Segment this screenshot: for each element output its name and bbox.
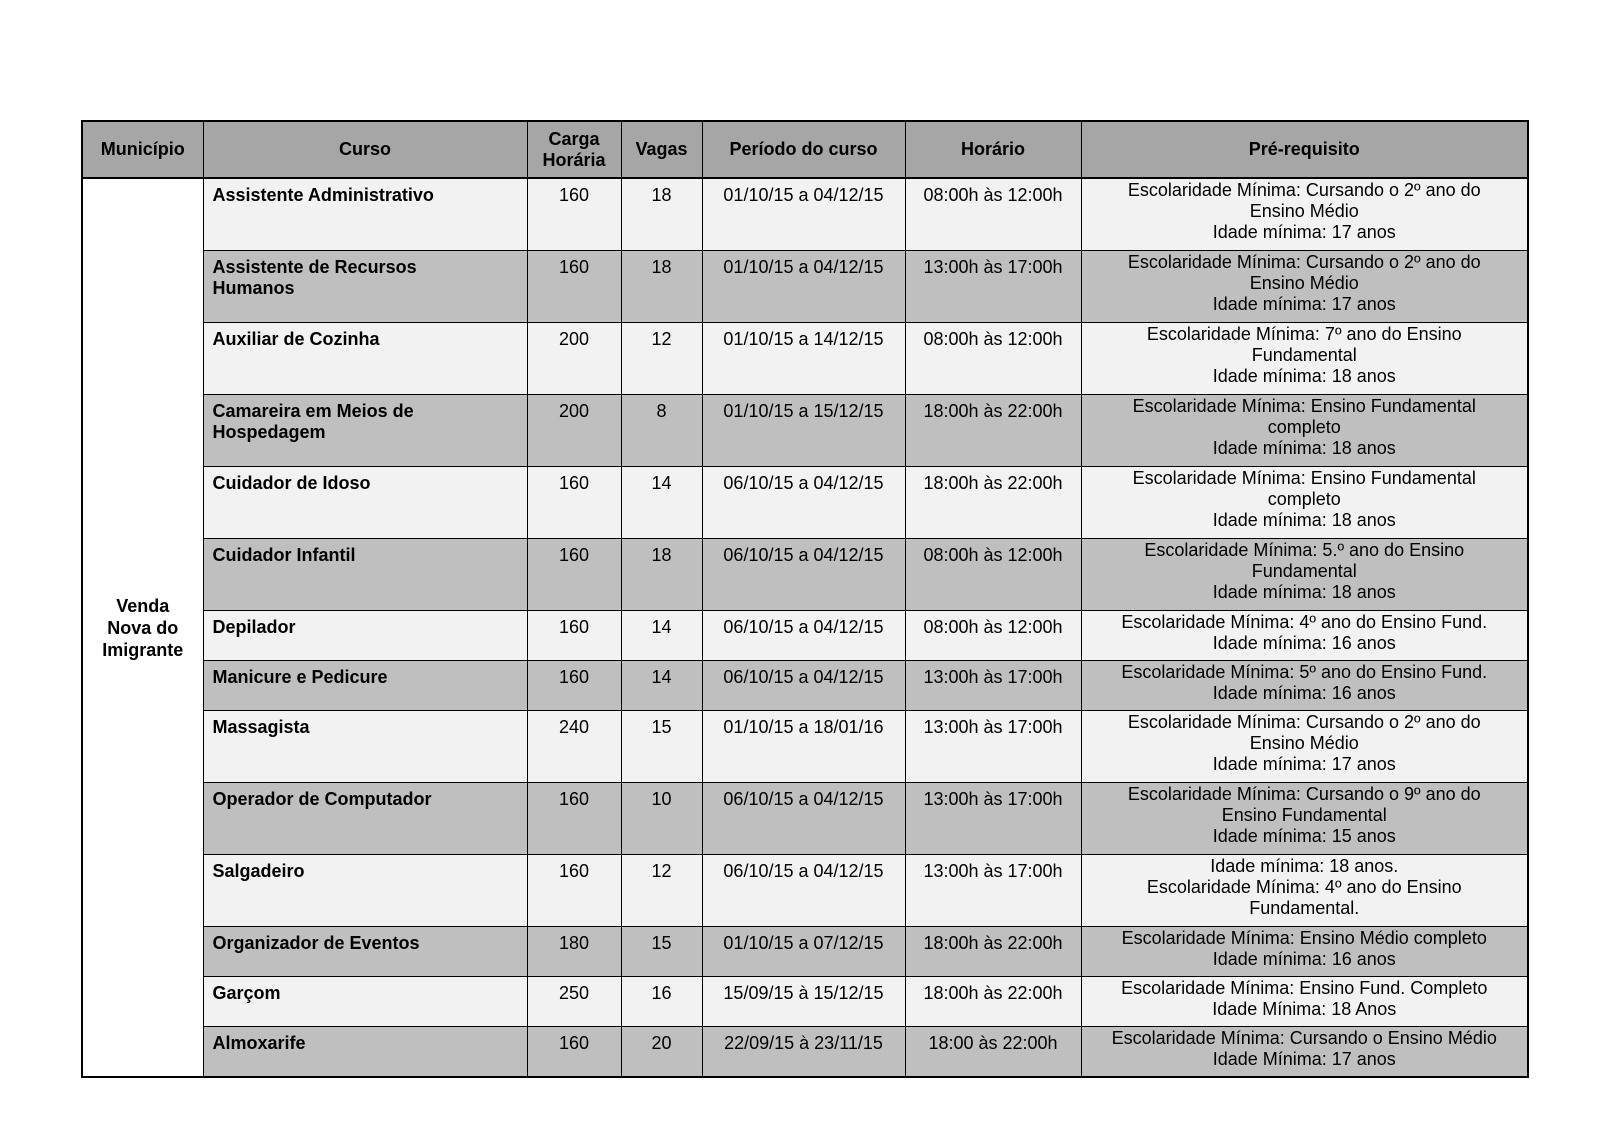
prerequisito-line: Ensino Médio <box>1249 733 1359 753</box>
table-row <box>82 711 1528 783</box>
municipio-line: Imigrante <box>102 639 184 660</box>
curso-name-line: Depilador <box>212 617 296 637</box>
prerequisito-line: Escolaridade Mínima: Ensino Médio completo <box>1121 928 1487 948</box>
horario-cell: 18:00h às 22:00h <box>905 927 1081 977</box>
municipio-line: Nova do <box>107 617 179 638</box>
curso-cell <box>203 539 527 611</box>
vagas-cell: 18 <box>621 251 702 323</box>
table-row <box>82 323 1528 395</box>
prerequisito-line: Ensino Médio <box>1249 201 1359 221</box>
vagas-cell: 14 <box>621 467 702 539</box>
curso-cell <box>203 1027 527 1078</box>
periodo-cell: 06/10/15 a 04/12/15 <box>702 783 905 855</box>
prerequisito-line: Escolaridade Mínima: Cursando o 2º ano do <box>1127 712 1481 732</box>
header-municipio: Município <box>82 121 203 178</box>
municipio-cell <box>82 178 203 1077</box>
prerequisito-line: Escolaridade Mínima: 7º ano do Ensino <box>1146 324 1462 344</box>
prerequisito-line: Idade mínima: 18 anos <box>1212 582 1396 602</box>
prerequisito-cell <box>1081 1027 1528 1078</box>
prerequisito-line: Idade mínima: 16 anos <box>1212 949 1396 969</box>
vagas-cell: 14 <box>621 611 702 661</box>
prerequisito-line: Idade Mínima: 17 anos <box>1212 1049 1396 1069</box>
prerequisito-line: Escolaridade Mínima: Cursando o 2º ano do <box>1127 252 1481 272</box>
vagas-cell: 18 <box>621 539 702 611</box>
curso-name-line: Massagista <box>212 717 310 737</box>
prerequisito-line: Escolaridade Mínima: 5.º ano do Ensino <box>1144 540 1465 560</box>
carga-horaria-cell: 240 <box>527 711 621 783</box>
header-carga-line-2: Horária <box>542 149 606 170</box>
horario-cell: 18:00h às 22:00h <box>905 467 1081 539</box>
prerequisito-cell <box>1081 467 1528 539</box>
periodo-cell: 15/09/15 à 15/12/15 <box>702 977 905 1027</box>
curso-name-line: Hospedagem <box>212 422 326 442</box>
vagas-cell: 20 <box>621 1027 702 1078</box>
horario-cell: 13:00h às 17:00h <box>905 251 1081 323</box>
vagas-cell: 16 <box>621 977 702 1027</box>
prerequisito-cell <box>1081 395 1528 467</box>
prerequisito-cell <box>1081 178 1528 251</box>
prerequisito-line: Idade mínima: 17 anos <box>1212 754 1396 774</box>
curso-name-line: Salgadeiro <box>212 861 305 881</box>
municipio-line: Venda <box>116 595 170 616</box>
header-row <box>82 121 1528 178</box>
prerequisito-line: Idade mínima: 18 anos <box>1212 438 1396 458</box>
periodo-cell: 01/10/15 a 04/12/15 <box>702 251 905 323</box>
courses-table <box>81 120 1529 1078</box>
vagas-cell: 8 <box>621 395 702 467</box>
curso-cell <box>203 323 527 395</box>
horario-cell: 18:00 às 22:00h <box>905 1027 1081 1078</box>
prerequisito-cell <box>1081 539 1528 611</box>
curso-cell <box>203 395 527 467</box>
periodo-cell: 06/10/15 a 04/12/15 <box>702 661 905 711</box>
carga-horaria-cell: 160 <box>527 178 621 251</box>
periodo-cell: 06/10/15 a 04/12/15 <box>702 855 905 927</box>
prerequisito-line: Idade mínima: 15 anos <box>1212 826 1396 846</box>
periodo-cell: 06/10/15 a 04/12/15 <box>702 611 905 661</box>
periodo-cell: 01/10/15 a 18/01/16 <box>702 711 905 783</box>
header-periodo: Período do curso <box>702 121 905 178</box>
header-horario: Horário <box>905 121 1081 178</box>
carga-horaria-cell: 160 <box>527 783 621 855</box>
vagas-cell: 12 <box>621 855 702 927</box>
horario-cell: 13:00h às 17:00h <box>905 661 1081 711</box>
table-row <box>82 539 1528 611</box>
periodo-cell: 01/10/15 a 04/12/15 <box>702 178 905 251</box>
prerequisito-line: Escolaridade Mínima: 4º ano do Ensino Fund. <box>1121 612 1488 632</box>
prerequisito-line: completo <box>1267 489 1341 509</box>
vagas-cell: 12 <box>621 323 702 395</box>
prerequisito-line: Escolaridade Mínima: Cursando o 2º ano do <box>1127 180 1481 200</box>
curso-name-line: Camareira em Meios de <box>212 401 414 421</box>
horario-cell: 08:00h às 12:00h <box>905 178 1081 251</box>
table-row <box>82 611 1528 661</box>
table-row <box>82 977 1528 1027</box>
table-row <box>82 178 1528 251</box>
curso-name-line: Garçom <box>212 983 281 1003</box>
curso-cell <box>203 251 527 323</box>
horario-cell: 13:00h às 17:00h <box>905 711 1081 783</box>
prerequisito-line: Idade mínima: 16 anos <box>1212 633 1396 653</box>
header-vagas: Vagas <box>621 121 702 178</box>
carga-horaria-cell: 160 <box>527 251 621 323</box>
prerequisito-cell <box>1081 977 1528 1027</box>
curso-cell <box>203 977 527 1027</box>
header-carga-horaria <box>527 121 621 178</box>
table-body <box>82 178 1528 1077</box>
curso-name-line: Manicure e Pedicure <box>212 667 388 687</box>
prerequisito-line: Ensino Médio <box>1249 273 1359 293</box>
periodo-cell: 01/10/15 a 15/12/15 <box>702 395 905 467</box>
table-row <box>82 251 1528 323</box>
prerequisito-cell <box>1081 783 1528 855</box>
prerequisito-cell <box>1081 927 1528 977</box>
carga-horaria-cell: 160 <box>527 611 621 661</box>
table-row <box>82 855 1528 927</box>
curso-name-line: Humanos <box>212 278 295 298</box>
periodo-cell: 01/10/15 a 07/12/15 <box>702 927 905 977</box>
table-row <box>82 467 1528 539</box>
prerequisito-line: Idade mínima: 16 anos <box>1212 683 1396 703</box>
table-row <box>82 783 1528 855</box>
table-row <box>82 927 1528 977</box>
prerequisito-line: Fundamental <box>1251 345 1357 365</box>
curso-name-line: Cuidador Infantil <box>212 545 356 565</box>
carga-horaria-cell: 250 <box>527 977 621 1027</box>
prerequisito-line: Escolaridade Mínima: Cursando o 9º ano do <box>1127 784 1481 804</box>
prerequisito-cell <box>1081 855 1528 927</box>
prerequisito-cell <box>1081 711 1528 783</box>
prerequisito-line: Escolaridade Mínima: Ensino Fundamental <box>1132 468 1476 488</box>
periodo-cell: 01/10/15 a 14/12/15 <box>702 323 905 395</box>
prerequisito-line: Escolaridade Mínima: Ensino Fundamental <box>1132 396 1476 416</box>
periodo-cell: 06/10/15 a 04/12/15 <box>702 539 905 611</box>
vagas-cell: 15 <box>621 711 702 783</box>
prerequisito-line: Escolaridade Mínima: 4º ano do Ensino <box>1146 877 1462 897</box>
carga-horaria-cell: 200 <box>527 323 621 395</box>
prerequisito-line: Idade mínima: 18 anos <box>1212 366 1396 386</box>
prerequisito-cell <box>1081 611 1528 661</box>
periodo-cell: 06/10/15 a 04/12/15 <box>702 467 905 539</box>
horario-cell: 08:00h às 12:00h <box>905 611 1081 661</box>
curso-name-line: Organizador de Eventos <box>212 933 420 953</box>
curso-cell <box>203 783 527 855</box>
table-header <box>82 121 1528 178</box>
prerequisito-cell <box>1081 323 1528 395</box>
table-row <box>82 395 1528 467</box>
prerequisito-line: Escolaridade Mínima: Ensino Fund. Completo <box>1121 978 1488 998</box>
curso-cell <box>203 855 527 927</box>
table-row <box>82 661 1528 711</box>
prerequisito-line: Idade mínima: 17 anos <box>1212 294 1396 314</box>
curso-cell <box>203 711 527 783</box>
horario-cell: 13:00h às 17:00h <box>905 855 1081 927</box>
prerequisito-line: Idade mínima: 18 anos. <box>1210 856 1399 876</box>
header-carga-line-1: Carga <box>548 128 600 149</box>
curso-cell <box>203 661 527 711</box>
carga-horaria-cell: 160 <box>527 855 621 927</box>
prerequisito-line: Fundamental. <box>1249 898 1360 918</box>
prerequisito-line: Ensino Fundamental <box>1221 805 1387 825</box>
prerequisito-line: Idade Mínima: 18 Anos <box>1212 999 1397 1019</box>
curso-name-line: Almoxarife <box>212 1033 306 1053</box>
curso-name-line: Cuidador de Idoso <box>212 473 371 493</box>
prerequisito-line: completo <box>1267 417 1341 437</box>
carga-horaria-cell: 200 <box>527 395 621 467</box>
horario-cell: 18:00h às 22:00h <box>905 977 1081 1027</box>
curso-cell <box>203 178 527 251</box>
periodo-cell: 22/09/15 à 23/11/15 <box>702 1027 905 1078</box>
carga-horaria-cell: 160 <box>527 539 621 611</box>
prerequisito-cell <box>1081 251 1528 323</box>
horario-cell: 08:00h às 12:00h <box>905 323 1081 395</box>
table-row <box>82 1027 1528 1078</box>
curso-name-line: Auxiliar de Cozinha <box>212 329 380 349</box>
curso-name-line: Assistente de Recursos <box>212 257 417 277</box>
carga-horaria-cell: 180 <box>527 927 621 977</box>
curso-name-line: Assistente Administrativo <box>212 185 434 205</box>
prerequisito-line: Fundamental <box>1251 561 1357 581</box>
header-curso: Curso <box>203 121 527 178</box>
prerequisito-cell <box>1081 661 1528 711</box>
carga-horaria-cell: 160 <box>527 661 621 711</box>
vagas-cell: 18 <box>621 178 702 251</box>
prerequisito-line: Escolaridade Mínima: 5º ano do Ensino Fund. <box>1121 662 1488 682</box>
curso-cell <box>203 611 527 661</box>
horario-cell: 08:00h às 12:00h <box>905 539 1081 611</box>
header-prerequisito: Pré-requisito <box>1081 121 1528 178</box>
vagas-cell: 10 <box>621 783 702 855</box>
carga-horaria-cell: 160 <box>527 1027 621 1078</box>
horario-cell: 18:00h às 22:00h <box>905 395 1081 467</box>
curso-cell <box>203 927 527 977</box>
horario-cell: 13:00h às 17:00h <box>905 783 1081 855</box>
vagas-cell: 15 <box>621 927 702 977</box>
prerequisito-line: Escolaridade Mínima: Cursando o Ensino Médio <box>1111 1028 1497 1048</box>
vagas-cell: 14 <box>621 661 702 711</box>
carga-horaria-cell: 160 <box>527 467 621 539</box>
curso-cell <box>203 467 527 539</box>
prerequisito-line: Idade mínima: 18 anos <box>1212 510 1396 530</box>
prerequisito-line: Idade mínima: 17 anos <box>1212 222 1396 242</box>
curso-name-line: Operador de Computador <box>212 789 432 809</box>
